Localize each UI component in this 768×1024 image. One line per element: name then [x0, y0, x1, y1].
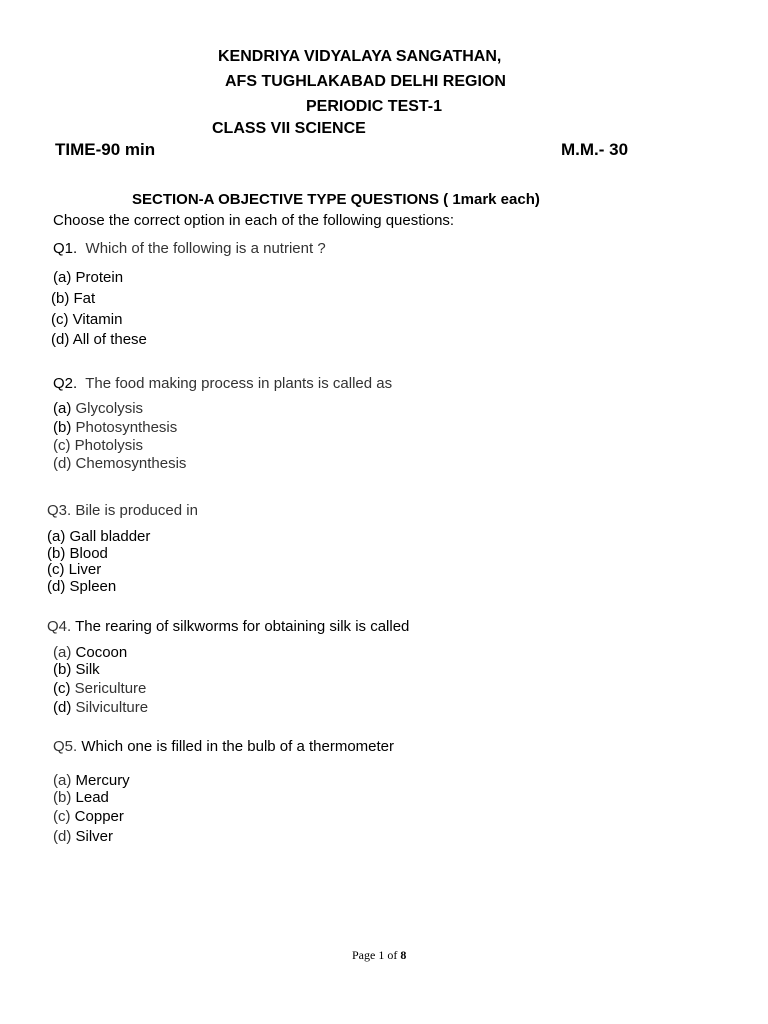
option-q5-d: (d) Silver — [53, 828, 114, 845]
question-number: Q2. — [53, 375, 78, 392]
option-q3-c: (c) Liver — [47, 561, 102, 578]
question-2 — [53, 375, 392, 392]
page-current: 1 — [378, 948, 385, 962]
option-q3-b: (b) Blood — [47, 545, 108, 562]
option-q2-d: (d) Chemosynthesis — [53, 455, 187, 472]
question-number: Q3. — [47, 502, 72, 519]
question-text: The food making process in plants is called as — [85, 375, 393, 392]
question-number: Q5. — [53, 738, 78, 755]
option-q5-c: (c) Copper — [53, 808, 124, 825]
question-text: Which one is filled in the bulb of a thermometer — [81, 738, 395, 755]
option-q2-b: (b) Photosynthesis — [53, 419, 178, 436]
option-q4-b: (b) Silk — [53, 661, 100, 678]
option-q3-d: (d) Spleen — [47, 578, 117, 595]
page-total: 8 — [400, 948, 407, 962]
section-title: SECTION-A OBJECTIVE TYPE QUESTIONS ( 1mark each) — [132, 191, 540, 208]
question-number: Q4. — [47, 618, 72, 635]
question-3 — [47, 502, 198, 519]
question-text: Which of the following is a nutrient ? — [85, 240, 326, 257]
page-word: Page — [352, 948, 376, 962]
school-name: KENDRIYA VIDYALAYA SANGATHAN, — [218, 48, 502, 65]
option-q5-b: (b) Lead — [53, 789, 109, 806]
option-q4-a: (a) Cocoon — [53, 644, 128, 661]
region-name: AFS TUGHLAKABAD DELHI REGION — [225, 73, 506, 90]
option-q2-c: (c) Photolysis — [53, 437, 144, 454]
maximum-marks: M.M.- 30 — [561, 140, 629, 159]
option-q1-c: (c) Vitamin — [51, 311, 123, 328]
section-instruction: Choose the correct option in each of the following questions: — [53, 212, 455, 229]
question-1 — [53, 240, 326, 257]
question-4 — [47, 618, 409, 635]
time-allowed: TIME-90 min — [55, 140, 156, 159]
question-5 — [53, 738, 394, 755]
option-q1-d: (d) All of these — [51, 331, 147, 348]
page-of-word: of — [387, 948, 398, 962]
option-q2-a: (a) Glycolysis — [53, 400, 144, 417]
class-subject: CLASS VII SCIENCE — [212, 120, 366, 137]
option-q4-d: (d) Silviculture — [53, 699, 149, 716]
option-q1-b: (b) Fat — [51, 290, 96, 307]
option-q4-c: (c) Sericulture — [53, 680, 147, 697]
page-number — [352, 948, 406, 963]
test-name: PERIODIC TEST-1 — [306, 98, 443, 115]
option-q1-a: (a) Protein — [53, 269, 124, 286]
option-q3-a: (a) Gall bladder — [47, 528, 151, 545]
question-text: The rearing of silkworms for obtaining silk is called — [75, 618, 410, 635]
question-number: Q1. — [53, 240, 78, 257]
question-text: Bile is produced in — [75, 502, 198, 519]
option-q5-a: (a) Mercury — [53, 772, 130, 789]
